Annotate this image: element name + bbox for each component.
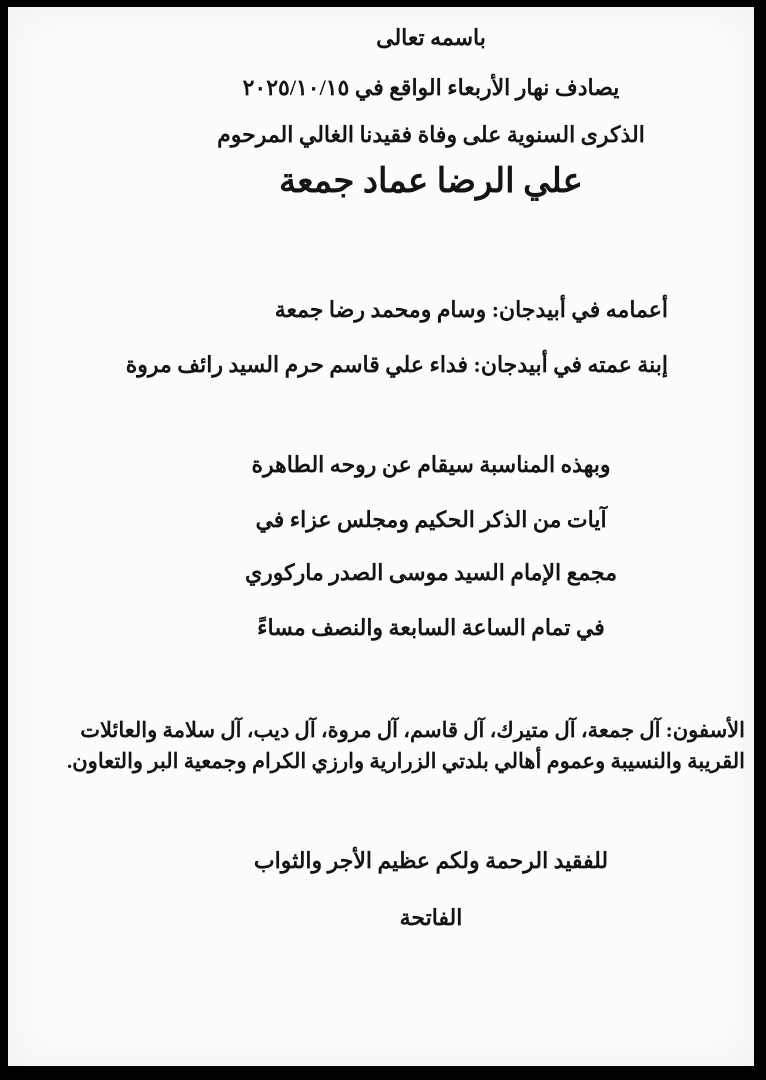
date-value: ٢٠٢٥/١٠/١٥ (242, 75, 350, 100)
date-line (108, 75, 754, 101)
fatiha-line: الفاتحة (399, 905, 463, 930)
deceased-name: علي الرضا عماد جمعة (279, 163, 583, 200)
mourners-paragraph (44, 715, 745, 777)
uncles-line: أعمامه في أبيدجان: وسام ومحمد رضا جمعة (274, 297, 668, 322)
cousin-line: إبنة عمته في أبيدجان: فداء علي قاسم حرم السيد رائف مروة (125, 352, 668, 377)
condolence-line: للفقيد الرحمة ولكم عظيم الأجر والثواب (253, 848, 609, 873)
basmala-line: باسمه تعالى (376, 25, 486, 50)
date-line-text: يصادف نهار الأربعاء الواقع في (349, 75, 620, 100)
mourners-line-2: القريبة والنسيبة وعموم أهالي بلدتي الزرارية وارزي الكرام وجمعية البر والتعاون. (67, 749, 745, 773)
venue-line: مجمع الإمام السيد موسى الصدر ماركوري (244, 560, 618, 585)
mourners-line-1: الأسفون: آل جمعة، آل متيرك، آل قاسم، آل مروة، آل ديب، آل سلامة والعائلات (80, 718, 745, 742)
paper (8, 7, 754, 1066)
time-line: في تمام الساعة السابعة والنصف مساءً (257, 615, 605, 640)
event-intro-line: وبهذه المناسبة سيقام عن روحه الطاهرة (251, 452, 611, 477)
memorial-occasion-line: الذكرى السنوية على وفاة فقيدنا الغالي المرحوم (217, 122, 645, 147)
quran-line: آيات من الذكر الحكيم ومجلس عزاء في (255, 507, 607, 532)
